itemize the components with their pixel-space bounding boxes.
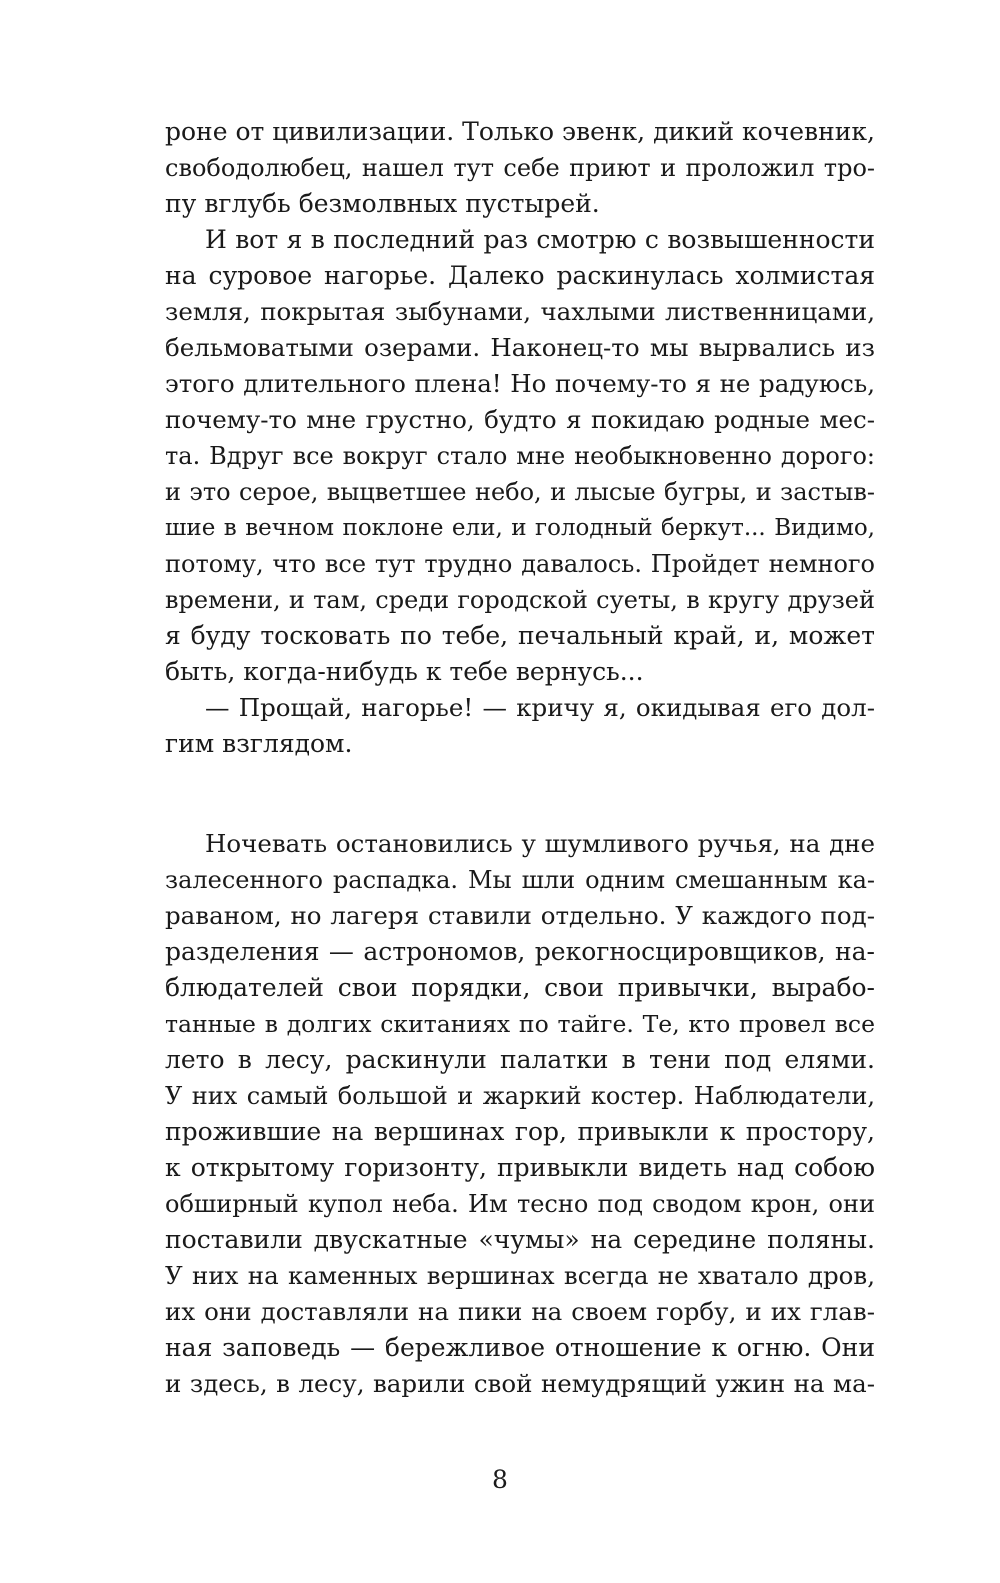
text-line: поставили двускатные «чумы» на середине поляны. [165, 1225, 875, 1254]
text-line: И вот я в последний раз смотрю с возвышенности [205, 225, 875, 254]
text-line: я буду тосковать по тебе, печальный край, и, может [165, 621, 875, 650]
text-line: пу вглубь безмолвных пустырей. [165, 189, 600, 218]
text-line: та. Вдруг все вокруг стало мне необыкновенно дорого: [165, 442, 875, 470]
text-line: — Прощай, нагорье! — кричу я, окидывая его дол- [205, 693, 875, 722]
text-line: на суровое нагорье. Далеко раскинулась холмистая [165, 261, 875, 290]
text-line: Ночевать остановились у шумливого ручья, на дне [205, 829, 875, 858]
text-line: к открытому горизонту, привыкли видеть над собою [165, 1153, 875, 1182]
text-line: У них самый большой и жаркий костер. Наблюдатели, [165, 1082, 875, 1110]
text-line: времени, и там, среди городской суеты, в кругу друзей [165, 586, 875, 614]
text-line: гим взглядом. [165, 729, 353, 758]
text-line: почему-то мне грустно, будто я покидаю родные мес- [165, 405, 875, 434]
text-line: земля, покрытая зыбунами, чахлыми лиственницами, [165, 297, 875, 326]
text-line: У них на каменных вершинах всегда не хватало дров, [165, 1261, 875, 1290]
text-line: раваном, но лагеря ставили отдельно. У каждого под- [165, 901, 875, 930]
text-line: роне от цивилизации. Только эвенк, дикий кочевник, [165, 117, 875, 146]
text-line: потому, что все тут трудно давалось. Пройдет немного [165, 550, 875, 578]
text-line: свободолюбец, нашел тут себе приют и проложил тро- [165, 154, 875, 182]
text-line: блюдателей свои порядки, свои привычки, вырабо- [165, 973, 875, 1002]
text-line: ная заповедь — бережливое отношение к огню. Они [165, 1333, 875, 1362]
text-line: бельмоватыми озерами. Наконец-то мы вырвались из [165, 333, 875, 362]
text-line: танные в долгих скитаниях по тайге. Те, кто провел все [165, 1010, 875, 1038]
text-line: быть, когда-нибудь к тебе вернусь... [165, 657, 644, 686]
text-line: залесенного распадка. Мы шли одним смешанным ка- [165, 866, 875, 894]
text-line: и здесь, в лесу, варили свой немудрящий ужин на ма- [165, 1369, 875, 1398]
text-line: разделения — астрономов, рекогносцировщиков, на- [165, 937, 875, 966]
text-line: этого длительного плена! Но почему-то я не радуюсь, [165, 369, 875, 398]
text-line: и это серое, выцветшее небо, и лысые бугры, и застыв- [165, 478, 875, 506]
text-line: их они доставляли на пики на своем горбу, и их глав- [165, 1297, 875, 1326]
page-number: 8 [492, 1465, 508, 1494]
text-line: лето в лесу, раскинули палатки в тени под елями. [165, 1045, 875, 1074]
text-line: прожившие на вершинах гор, привыкли к простору, [165, 1117, 875, 1146]
text-line: обширный купол неба. Им тесно под сводом крон, они [165, 1190, 875, 1218]
text-line: шие в вечном поклоне ели, и голодный беркут... Видимо, [165, 515, 875, 541]
